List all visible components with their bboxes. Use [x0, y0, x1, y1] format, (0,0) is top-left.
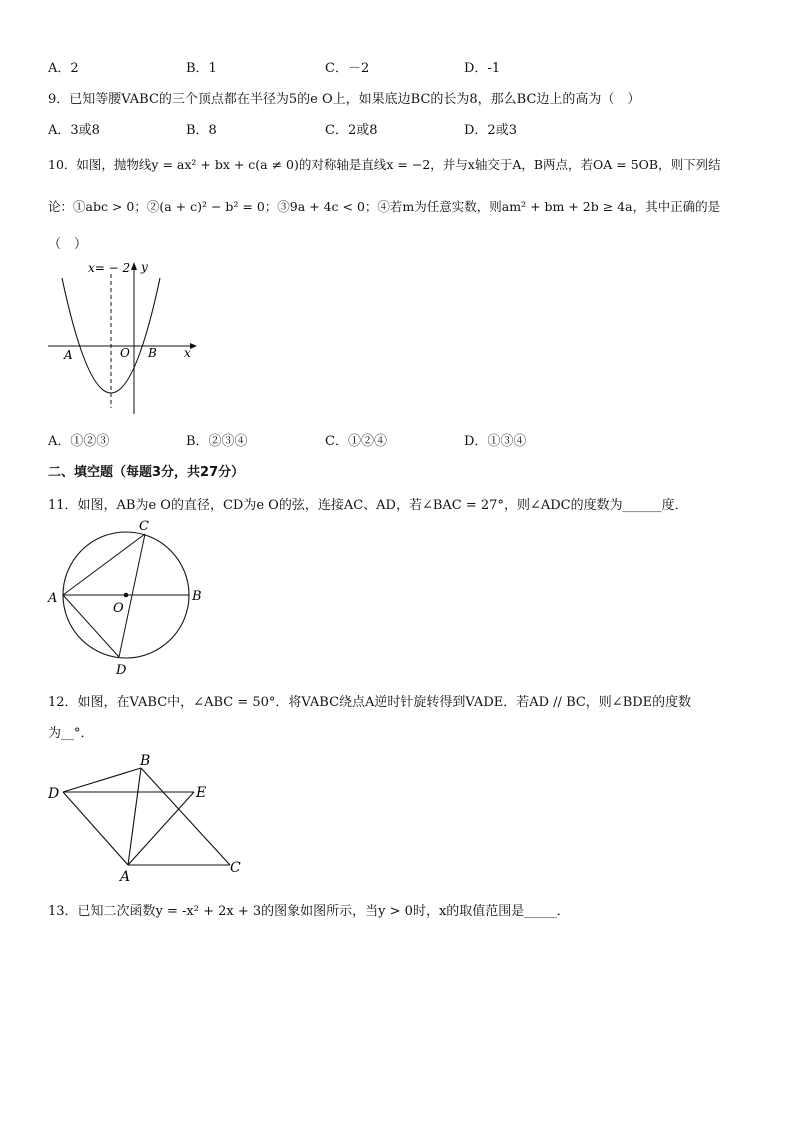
segment-bc: [141, 768, 230, 865]
section-heading: 二、填空题（每题3分，共27分）: [48, 465, 245, 480]
x-axis-label: x: [184, 346, 191, 360]
q10-option-b: B．②③④: [186, 434, 248, 449]
q8-option-a: A．2: [48, 61, 79, 76]
segment-ae: [128, 792, 194, 865]
segment-ad: [63, 792, 128, 865]
q13-stem: 13．已知二次函数y = -x² + 2x + 3的图象如图所示，当y > 0时，x的取值范围是_____．: [48, 904, 570, 919]
q12-rotation-figure: [44, 750, 254, 885]
q9-option-c: C．2或8: [325, 123, 378, 138]
x-axis-arrow-icon: [190, 343, 197, 349]
point-a-label: A: [48, 591, 58, 606]
point-e-label: E: [196, 785, 207, 801]
center-o-label: O: [113, 601, 124, 616]
q9-option-b: B．8: [186, 123, 217, 138]
q11-stem: 11．如图，AB为e O的直径，CD为e O的弦，连接AC、AD，若∠BAC = 27°，则∠ADC的度数为______度．: [48, 498, 688, 513]
q10-stem-line2: 论：①abc > 0；②(a + c)² − b² = 0；③9a + 4c < 0；④若m为任意实数，则am² + bm + 2b ≥ 4a，其中正确的是: [48, 199, 721, 214]
y-axis-label: y: [141, 260, 148, 274]
q12-stem-line1: 12．如图，在VABC中，∠ABC = 50°．将VABC绕点A逆时针旋转得到VADE．若AD // BC，则∠BDE的度数: [48, 695, 692, 710]
y-axis-arrow-icon: [131, 262, 137, 270]
q9-option-a: A．3或8: [48, 123, 100, 138]
point-a-label: A: [64, 348, 73, 362]
q11-circle-figure: [44, 515, 214, 680]
q10-option-a: A．①②③: [48, 434, 110, 449]
q8-option-d: D．-1: [464, 61, 501, 76]
point-a-label: A: [120, 869, 131, 885]
q9-option-d: D．2或3: [464, 123, 517, 138]
q8-option-b: B．1: [186, 61, 217, 76]
q12-stem-line2: 为__°．: [48, 726, 94, 741]
q10-parabola-figure: [44, 258, 204, 420]
point-c-label: C: [230, 860, 241, 876]
segment-ab: [128, 768, 141, 865]
q8-option-c: C．－2: [325, 61, 370, 76]
point-d-label: D: [48, 786, 60, 802]
point-d-label: D: [116, 663, 127, 678]
segment-bd: [63, 768, 141, 792]
point-b-label: B: [148, 346, 157, 360]
point-b-label: B: [140, 753, 151, 769]
origin-label: O: [120, 346, 130, 360]
symmetry-axis-label: x= − 2: [88, 261, 131, 275]
q10-stem-line3: （ ）: [48, 237, 88, 252]
point-c-label: C: [139, 519, 149, 534]
center-point: [124, 593, 129, 598]
segment-ac: [63, 534, 145, 595]
point-b-label: B: [192, 589, 202, 604]
q10-stem-line1: 10．如图，抛物线y = ax² + bx + c(a ≠ 0)的对称轴是直线x = −2，并与x轴交于A，B两点，若OA = 5OB，则下列结: [48, 157, 721, 172]
q10-option-c: C．①②④: [325, 434, 387, 449]
q9-stem: 9．已知等腰VABC的三个顶点都在半径为5的e O上，如果底边BC的长为8，那么BC边上的高为（ ）: [48, 92, 641, 107]
q10-option-d: D．①③④: [464, 434, 527, 449]
